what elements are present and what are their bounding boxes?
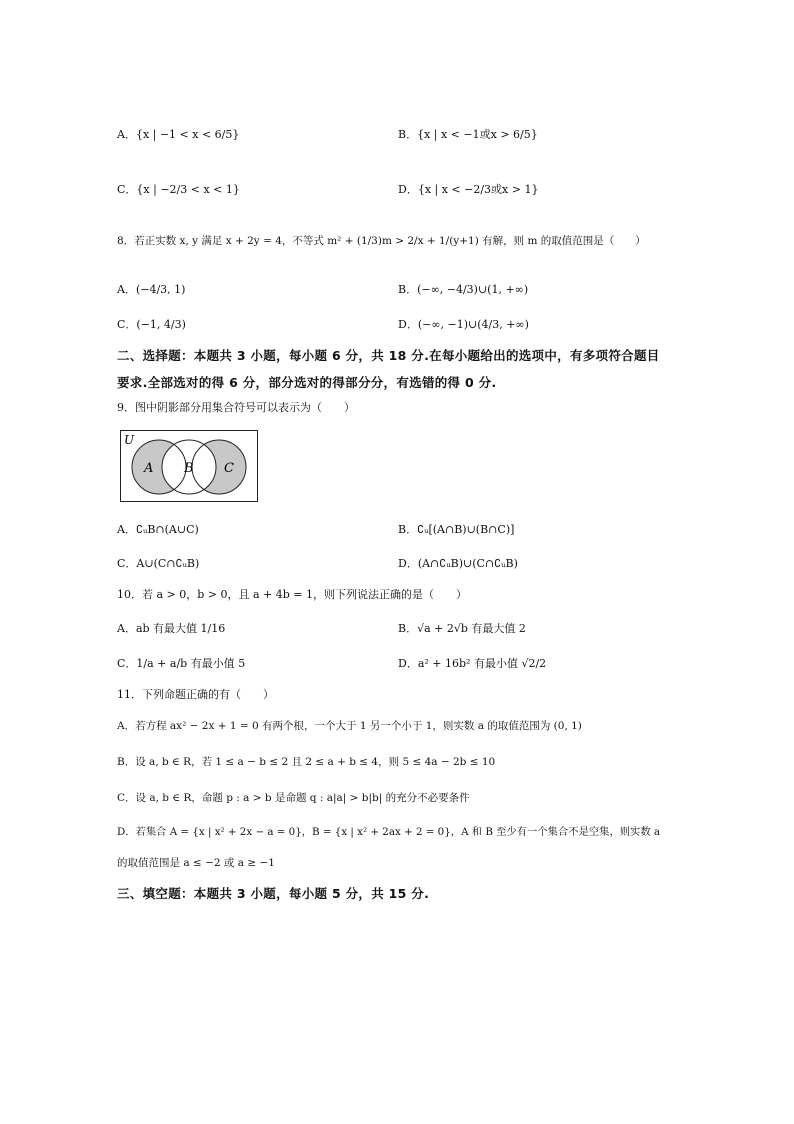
venn-diagram <box>120 430 258 502</box>
q9-option-d: D．(A∩∁ᵤB)∪(C∩∁ᵤB) <box>398 557 518 570</box>
q11-option-d-line2: 的取值范围是 a ≤ −2 或 a ≥ −1 <box>117 857 275 869</box>
q11-stem: 11．下列命题正确的有（ ） <box>117 688 274 701</box>
q10-option-a: A．ab 有最大值 1/16 <box>117 622 226 635</box>
q10-stem: 10．若 a > 0，b > 0，且 a + 4b = 1，则下列说法正确的是（ ） <box>117 588 468 601</box>
q8-option-c: C．(−1, 4/3) <box>117 318 186 331</box>
q11-option-b: B．设 a, b ∈ R，若 1 ≤ a − b ≤ 2 且 2 ≤ a + b ≤ 4，则 5 ≤ 4a − 2b ≤ 10 <box>117 756 496 768</box>
q11-option-d-line1: D．若集合 A = {x | x² + 2x − a = 0}，B = {x | x² + 2ax + 2 = 0}，A 和 B 至少有一个集合不是空集，则实数 a <box>117 826 661 838</box>
section-2-heading-line1: 二、选择题：本题共 3 小题，每小题 6 分，共 18 分.在每小题给出的选项中，有多项符合题目 <box>117 348 660 363</box>
q7-option-b: B．{x | x < −1或x > 6/5} <box>398 128 538 141</box>
section-3-heading: 三、填空题：本题共 3 小题，每小题 5 分，共 15 分. <box>117 886 430 901</box>
q9-option-b: B．∁ᵤ[(A∩B)∪(B∩C)] <box>398 523 515 536</box>
q8-stem: 8．若正实数 x, y 满足 x + 2y = 4，不等式 m² + (1/3)m > 2/x + 1/(y+1) 有解，则 m 的取值范围是（ ） <box>117 235 646 247</box>
q7-option-d: D．{x | x < −2/3或x > 1} <box>398 183 539 196</box>
q9-option-c: C．A∪(C∩∁ᵤB) <box>117 557 200 570</box>
section-2-heading-line2: 要求.全部选对的得 6 分，部分选对的得部分分，有选错的得 0 分. <box>117 375 497 390</box>
q8-option-a: A．(−4/3, 1) <box>117 283 186 296</box>
q11-option-c: C．设 a, b ∈ R，命题 p : a > b 是命题 q : a|a| > b|b| 的充分不必要条件 <box>117 792 470 804</box>
q10-option-c: C．1/a + a/b 有最小值 5 <box>117 657 246 670</box>
q9-option-a: A．∁ᵤB∩(A∪C) <box>117 523 199 536</box>
q8-option-d: D．(−∞, −1)∪(4/3, +∞) <box>398 318 529 331</box>
q7-option-a: A．{x | −1 < x < 6/5} <box>117 128 240 141</box>
venn-label-c: C <box>224 461 234 476</box>
venn-label-a: A <box>144 461 154 476</box>
q10-option-b: B．√a + 2√b 有最大值 2 <box>398 622 526 635</box>
q11-option-a: A．若方程 ax² − 2x + 1 = 0 有两个根，一个大于 1 另一个小于 1，则实数 a 的取值范围为 (0, 1) <box>117 720 582 732</box>
venn-label-b: B <box>184 461 194 476</box>
venn-label-u: U <box>124 433 135 447</box>
q10-option-d: D．a² + 16b² 有最小值 √2/2 <box>398 657 547 670</box>
q7-option-c: C．{x | −2/3 < x < 1} <box>117 183 240 196</box>
q9-stem: 9．图中阴影部分用集合符号可以表示为（ ） <box>117 401 355 414</box>
q8-option-b: B．(−∞, −4/3)∪(1, +∞) <box>398 283 529 296</box>
